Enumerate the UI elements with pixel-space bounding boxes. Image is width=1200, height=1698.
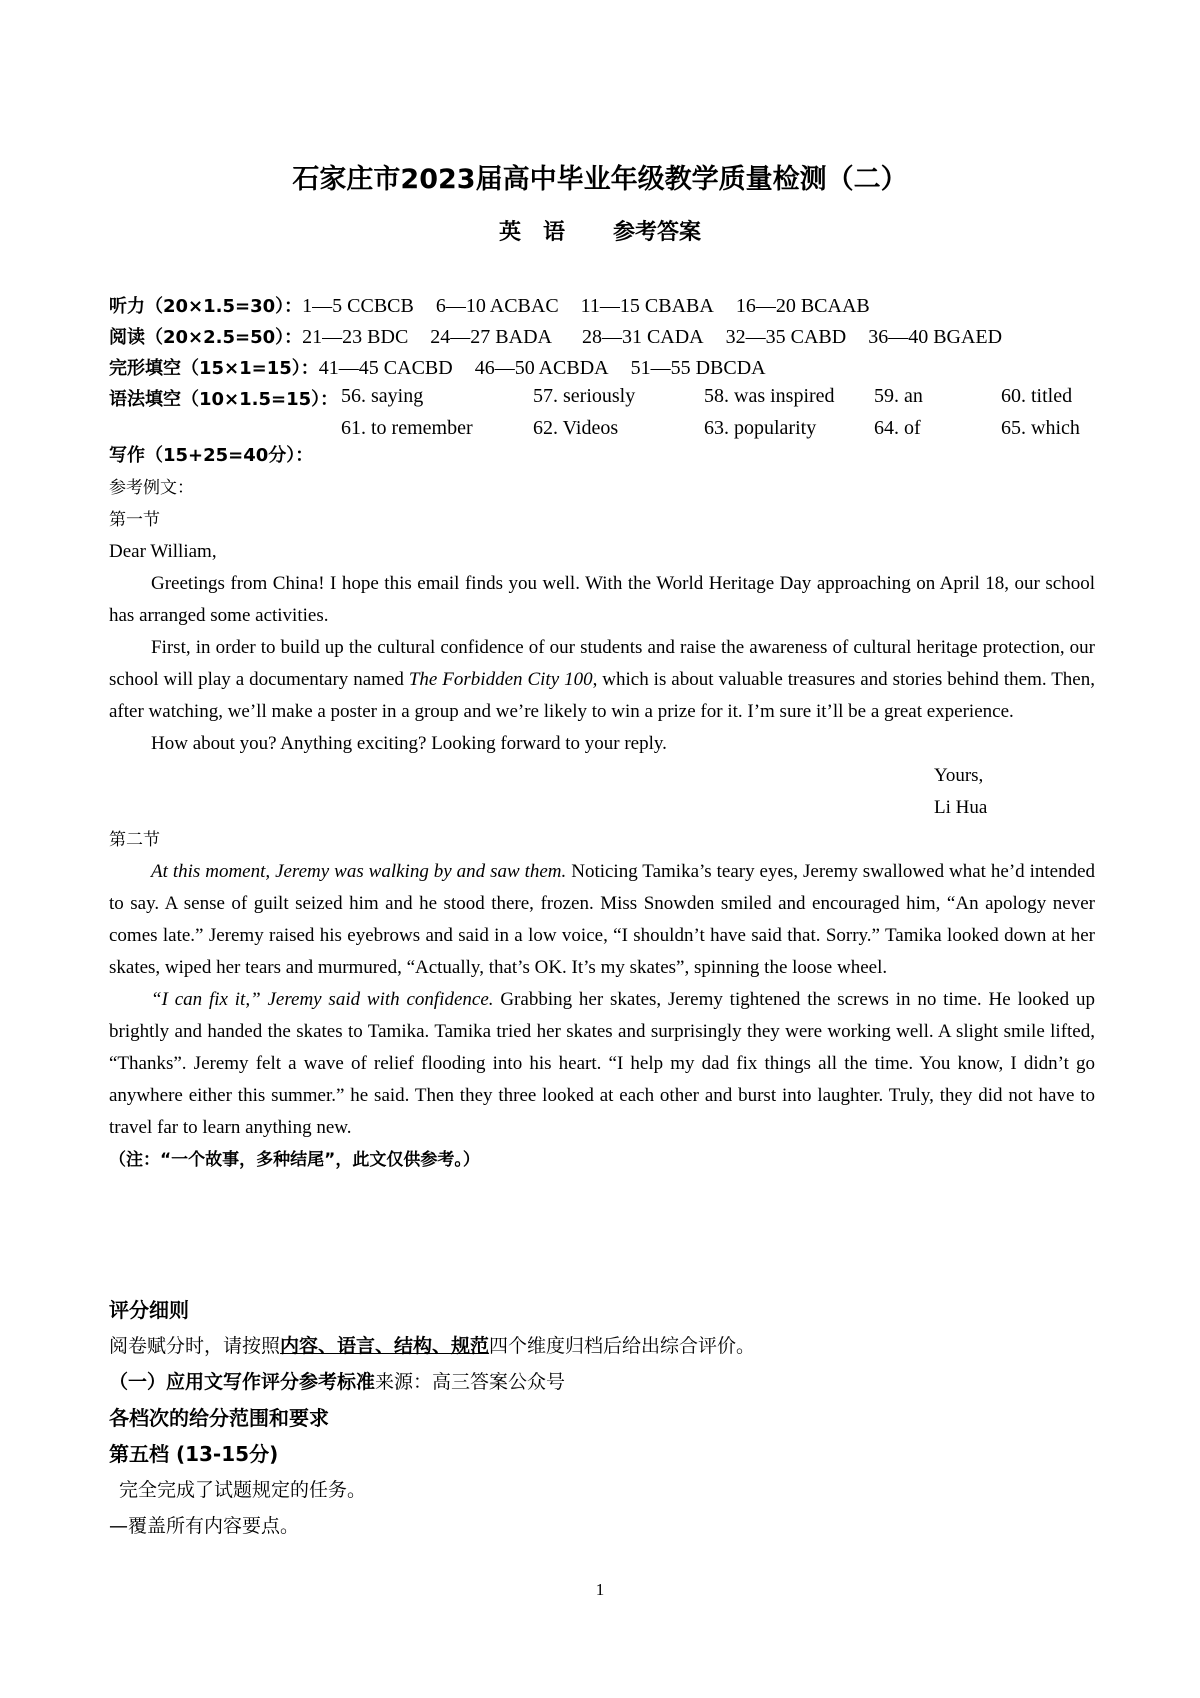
answer-key-label: 参考答案: [613, 220, 702, 245]
grammar-item: 60. titled: [1001, 385, 1073, 407]
tier-5-line: —覆盖所有内容要点。: [109, 1515, 300, 1537]
section-2-label: 第二节: [109, 830, 160, 850]
grammar-item: 57. seriously: [533, 385, 636, 407]
subject-label: 英 语: [498, 220, 565, 245]
writing-label: 写作（15+25=40分）：: [109, 445, 314, 466]
standard-heading: [109, 1364, 1095, 1400]
text-run: 四个维度归档后给出综合评价。: [489, 1335, 756, 1357]
page-number: 1: [595, 1580, 605, 1599]
scoring-rubric: [109, 1292, 1095, 1544]
letter-paragraph: Greetings from China! I hope this email finds you well. With the World Heritage Day approaching on April 18, our school has arranged some activities.: [109, 573, 1095, 626]
grammar-label-row: [109, 385, 338, 411]
letter-signature: Li Hua: [934, 797, 988, 818]
letter-greeting: Dear William,: [109, 541, 217, 562]
answer-group: 28—31 CADA: [581, 326, 704, 348]
grammar-item: 62. Videos: [533, 417, 619, 439]
section-1-label: 第一节: [109, 510, 160, 530]
answer-group: 1—5 CCBCB: [302, 295, 414, 317]
answer-group: 16—20 BCAAB: [735, 295, 870, 317]
letter-paragraph: How about you? Anything exciting? Looking forward to your reply.: [151, 733, 667, 754]
story-paragraph: [109, 984, 1095, 1144]
answer-group: 41—45 CACBD: [318, 357, 453, 379]
reading-label: 阅读（20×2.5=50）：: [109, 327, 303, 348]
writing-section: [109, 440, 1095, 1176]
grammar-item: 56. saying: [341, 385, 424, 407]
text-run: First, in order to build up the cultural confidence of our students and raise the awareness of cultural heritage protection, our school will play a documentary named: [109, 637, 1095, 690]
story-paragraph: [109, 856, 1095, 984]
sample-label: 参考例文：: [109, 478, 194, 498]
given-opening: “I can fix it,” Jeremy said with confidence.: [151, 989, 494, 1010]
grammar-item: 59. an: [874, 385, 923, 407]
answer-group: 21—23 BDC: [302, 326, 409, 348]
grammar-item: 64. of: [874, 417, 921, 439]
grammar-item: 61. to remember: [341, 417, 473, 439]
standard-title: （一）应用文写作评分参考标准: [109, 1371, 376, 1393]
reading-answers: [109, 323, 1024, 349]
letter-paragraph: [109, 632, 1095, 728]
text-run: Noticing Tamika’s teary eyes, Jeremy swallowed what he’d intended to say. A sense of guilt seized him and he stood there, frozen. Miss Snowden smiled and encouraged him, “An apology never comes late.” Jeremy raised his eyebrows and said in a low voice, “I shouldn’t have said that. Sorry.” Tamika looked down at her skates, wiped her tears and murmured, “Actually, that’s OK. It’s my skates”, spinning the loose wheel.: [109, 861, 1096, 978]
listening-answers: [109, 292, 892, 318]
dimensions-underlined: 内容、语言、结构、规范: [280, 1335, 490, 1357]
source-text: 来源：高三答案公众号: [375, 1371, 566, 1393]
grammar-item: 63. popularity: [704, 417, 817, 439]
answer-group: 46—50 ACBDA: [474, 357, 609, 379]
answer-group: 36—40 BGAED: [868, 326, 1003, 348]
ranges-heading: 各档次的给分范围和要求: [109, 1406, 329, 1430]
cloze-answers: [109, 354, 788, 380]
grammar-item: 65. which: [1001, 417, 1080, 439]
answer-group: 24—27 BADA: [430, 326, 552, 348]
answer-group: 11—15 CBABA: [580, 295, 714, 317]
text-run: , which is about valuable treasures and stories behind them. Then, after watching, we’ll make a poster in a group and we’re likely to win a prize for it. I’m sure it’ll be a great experience.: [109, 669, 1095, 722]
page-subtitle: [0, 215, 1200, 246]
answer-group: 32—35 CABD: [725, 326, 847, 348]
reference-note: （注：“一个故事，多种结尾”，此文仅供参考。）: [109, 1150, 480, 1170]
text-run: Grabbing her skates, Jeremy tightened the screws in no time. He looked up brightly and handed the skates to Tamika. Tamika tried her skates and surprisingly they were working well. A slight smile lifted, “Thanks”. Jeremy felt a wave of relief flooding into his heart. “I help my dad fix things all the time. You know, I didn’t go anywhere either this summer.” he said. Then they three looked at each other and burst into laughter. Truly, they did not have to travel far to learn anything new.: [109, 989, 1096, 1138]
page-title: 石家庄市2023届高中毕业年级教学质量检测（二）: [292, 164, 908, 195]
tier-5-line: 完全完成了试题规定的任务。: [119, 1479, 367, 1501]
listening-label: 听力（20×1.5=30）：: [109, 296, 303, 317]
documentary-title: The Forbidden City 100: [408, 669, 593, 690]
given-opening: At this moment, Jeremy was walking by and saw them.: [151, 861, 567, 882]
letter-closing: Yours,: [934, 765, 984, 786]
tier-5-heading: 第五档 (13-15分): [109, 1442, 279, 1466]
answer-group: 51—55 DBCDA: [630, 357, 766, 379]
text-run: 阅卷赋分时，请按照: [109, 1335, 281, 1357]
cloze-label: 完形填空（15×1=15）：: [109, 358, 319, 379]
rubric-intro: [109, 1328, 1095, 1364]
grammar-item: 58. was inspired: [704, 385, 835, 407]
answer-group: 6—10 ACBAC: [435, 295, 559, 317]
grammar-label: 语法填空（10×1.5=15）：: [109, 389, 339, 410]
rubric-heading: 评分细则: [109, 1298, 189, 1322]
